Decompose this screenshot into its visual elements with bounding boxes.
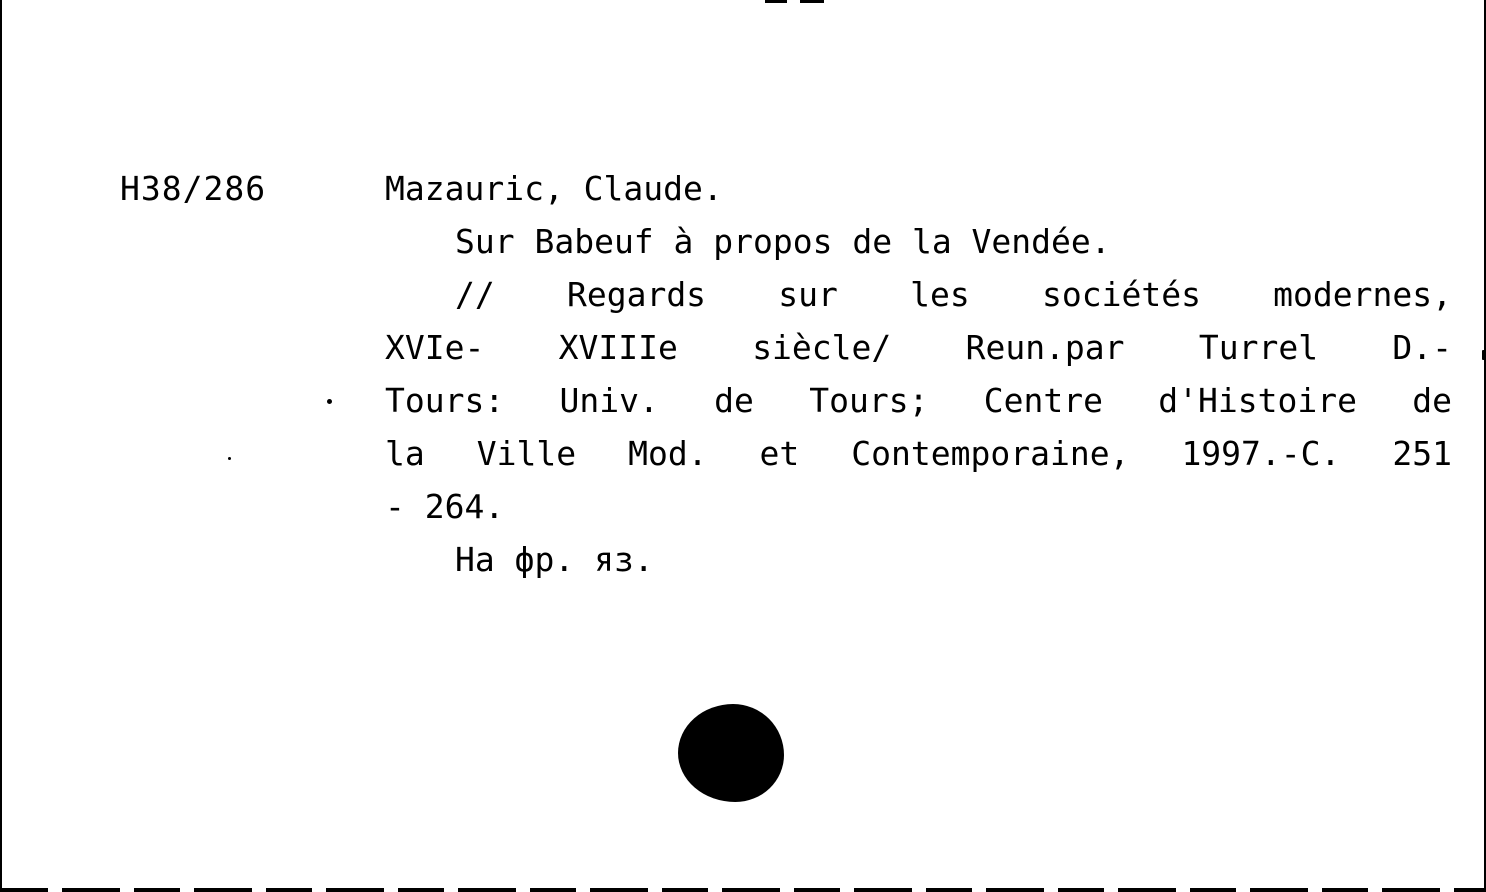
language-note: На фр. яз. [455, 540, 654, 579]
punch-hole [678, 704, 784, 802]
pages-line: - 264. [385, 487, 505, 526]
card-bottom-edge [2, 888, 1484, 892]
title-line: Sur Babeuf à propos de la Vendée. [455, 222, 1111, 261]
imprint-line: XVIe- XVIIIe siècle/ Reun.par Turrel D.- [385, 328, 1452, 367]
call-number: H38/286 [120, 169, 267, 208]
imprint-line: Tours: Univ. de Tours; Centre d'Histoire de [385, 381, 1452, 420]
author-line: Mazauric, Claude. [385, 169, 723, 208]
card-top-mark [800, 0, 824, 3]
series-line: // Regards sur les sociétés modernes, [455, 275, 1452, 314]
imprint-line: la Ville Mod. et Contemporaine, 1997.-C. 251 [385, 434, 1452, 473]
card-top-mark [765, 0, 787, 3]
